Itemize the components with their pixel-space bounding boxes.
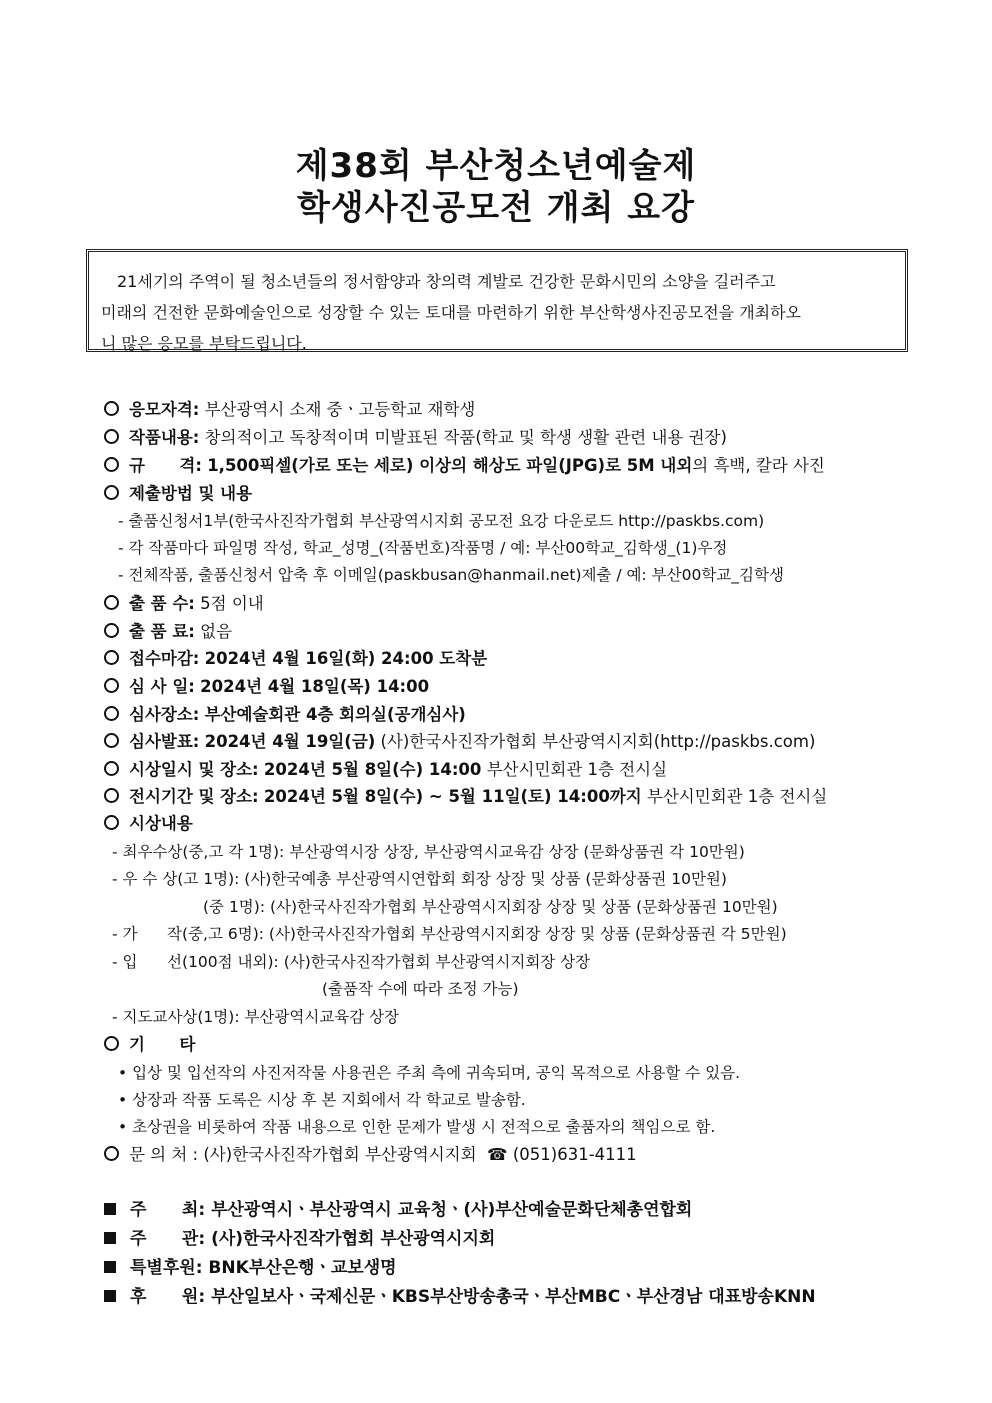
circle-bullet-icon bbox=[104, 401, 119, 416]
intro-line-2: 미래의 건전한 문화예술인으로 성장할 수 있는 토대를 마련하기 위한 부산학생사진공모전을 개최하오 bbox=[101, 303, 802, 322]
submission-line-1: - 출품신청서1부(한국사진작가협회 부산광역시지회 공모전 요강 다운로드 http://paskbs.com) bbox=[118, 512, 765, 530]
awards-line-6: (출품작 수에 따라 조정 가능) bbox=[322, 980, 519, 998]
item-award-ceremony: 시상일시 및 장소: 2024년 5월 8일(수) 14:00 부산시민회관 1층 전시실 bbox=[104, 759, 667, 781]
square-bullet-icon bbox=[104, 1261, 116, 1273]
awards-line-2: - 우 수 상(고 1명): (사)한국예총 부산광역시연합회 회장 상장 및 상품 (문화상품권 10만원) bbox=[112, 870, 727, 888]
square-bullet-icon bbox=[104, 1203, 116, 1215]
item-judging-date: 심 사 일: 2024년 4월 18일(목) 14:00 bbox=[104, 676, 429, 698]
circle-bullet-icon bbox=[104, 706, 119, 721]
item-judging-place: 심사장소: 부산예술회관 4층 회의실(공개심사) bbox=[104, 704, 466, 726]
circle-bullet-icon bbox=[104, 457, 119, 472]
awards-line-3: (중 1명): (사)한국사진작가협회 부산광역시지회장 상장 및 상품 (문화상품권 10만원) bbox=[203, 898, 778, 916]
etc-line-3: • 초상권을 비롯하여 작품 내용으로 인한 문제가 발생 시 전적으로 출품자의 책임으로 함. bbox=[118, 1118, 716, 1136]
circle-bullet-icon bbox=[104, 733, 119, 748]
circle-bullet-icon bbox=[104, 761, 119, 776]
organizer-host: 주 최: 부산광역시ㆍ부산광역시 교육청ㆍ(사)부산예술문화단체총연합회 bbox=[104, 1199, 692, 1221]
circle-bullet-icon bbox=[104, 623, 119, 638]
item-submission: 제출방법 및 내용 bbox=[104, 483, 252, 505]
item-fee: 출 품 료: 없음 bbox=[104, 621, 232, 643]
phone-number: ☎ (051)631-4111 bbox=[487, 1145, 637, 1164]
item-etc: 기 타 bbox=[104, 1034, 195, 1056]
circle-bullet-icon bbox=[104, 1146, 119, 1161]
item-deadline: 접수마감: 2024년 4월 16일(화) 24:00 도착분 bbox=[104, 648, 487, 670]
submission-line-3: - 전체작품, 출품신청서 압축 후 이메일(paskbusan@hanmail.net)제출 / 예: 부산00학교_김학생 bbox=[118, 566, 784, 584]
etc-line-2: • 상장과 작품 도록은 시상 후 본 지회에서 각 학교로 발송함. bbox=[118, 1091, 526, 1109]
organizer-special: 특별후원: BNK부산은행ㆍ교보생명 bbox=[104, 1257, 397, 1279]
organizer-manage: 주 관: (사)한국사진작가협회 부산광역시지회 bbox=[104, 1228, 495, 1250]
awards-line-7: - 지도교사상(1명): 부산광역시교육감 상장 bbox=[112, 1008, 400, 1026]
item-exhibition: 전시기간 및 장소: 2024년 5월 8일(수) ~ 5월 11일(토) 14:00까지 부산시민회관 1층 전시실 bbox=[104, 786, 827, 808]
circle-bullet-icon bbox=[104, 1036, 119, 1051]
item-contact: 문 의 처 : (사)한국사진작가협회 부산광역시지회 ☎ (051)631-4111 bbox=[104, 1144, 637, 1166]
awards-line-5: - 입 선(100점 내외): (사)한국사진작가협회 부산광역시지회장 상장 bbox=[112, 953, 591, 971]
circle-bullet-icon bbox=[104, 678, 119, 693]
circle-bullet-icon bbox=[104, 650, 119, 665]
intro-line-1: 21세기의 주역이 될 청소년들의 정서함양과 창의력 계발로 건강한 문화시민의 소양을 길러주고 bbox=[117, 272, 776, 291]
item-content: 작품내용: 창의적이고 독창적이며 미발표된 작품(학교 및 학생 생활 관련 내용 권장) bbox=[104, 427, 727, 449]
awards-line-4: - 가 작(중,고 6명): (사)한국사진작가협회 부산광역시지회장 상장 및 상품 (문화상품권 각 5만원) bbox=[112, 925, 787, 943]
intro-line-3: 니 많은 응모를 부탁드립니다. bbox=[101, 334, 307, 353]
document-title-line2: 학생사진공모전 개최 요강 bbox=[297, 188, 695, 228]
etc-line-1: • 입상 및 입선작의 사진저작물 사용권은 주최 측에 귀속되며, 공익 목적으로 사용할 수 있음. bbox=[118, 1064, 741, 1082]
circle-bullet-icon bbox=[104, 815, 119, 830]
square-bullet-icon bbox=[104, 1290, 116, 1302]
document-title-line1: 제38회 부산청소년예술제 bbox=[295, 146, 697, 186]
item-count: 출 품 수: 5점 이내 bbox=[104, 593, 264, 615]
item-awards: 시상내용 bbox=[104, 813, 193, 835]
item-spec: 규 격: 1,500픽셀(가로 또는 세로) 이상의 해상도 파일(JPG)로 5M 내외의 흑백, 칼라 사진 bbox=[104, 455, 825, 477]
organizer-support: 후 원: 부산일보사ㆍ국제신문ㆍKBS부산방송총국ㆍ부산MBCㆍ부산경남 대표방송KNN bbox=[104, 1286, 816, 1308]
circle-bullet-icon bbox=[104, 788, 119, 803]
awards-line-1: - 최우수상(중,고 각 1명): 부산광역시장 상장, 부산광역시교육감 상장 (문화상품권 각 10만원) bbox=[112, 843, 745, 861]
square-bullet-icon bbox=[104, 1232, 116, 1244]
circle-bullet-icon bbox=[104, 429, 119, 444]
circle-bullet-icon bbox=[104, 485, 119, 500]
item-eligibility: 응모자격: 부산광역시 소재 중ㆍ고등학교 재학생 bbox=[104, 399, 475, 421]
submission-line-2: - 각 작품마다 파일명 작성, 학교_성명_(작품번호)작품명 / 예: 부산00학교_김학생_(1)우정 bbox=[118, 539, 728, 557]
intro-box bbox=[86, 249, 908, 352]
circle-bullet-icon bbox=[104, 595, 119, 610]
item-announce: 심사발표: 2024년 4월 19일(금) (사)한국사진작가협회 부산광역시지회(http://paskbs.com) bbox=[104, 731, 815, 753]
